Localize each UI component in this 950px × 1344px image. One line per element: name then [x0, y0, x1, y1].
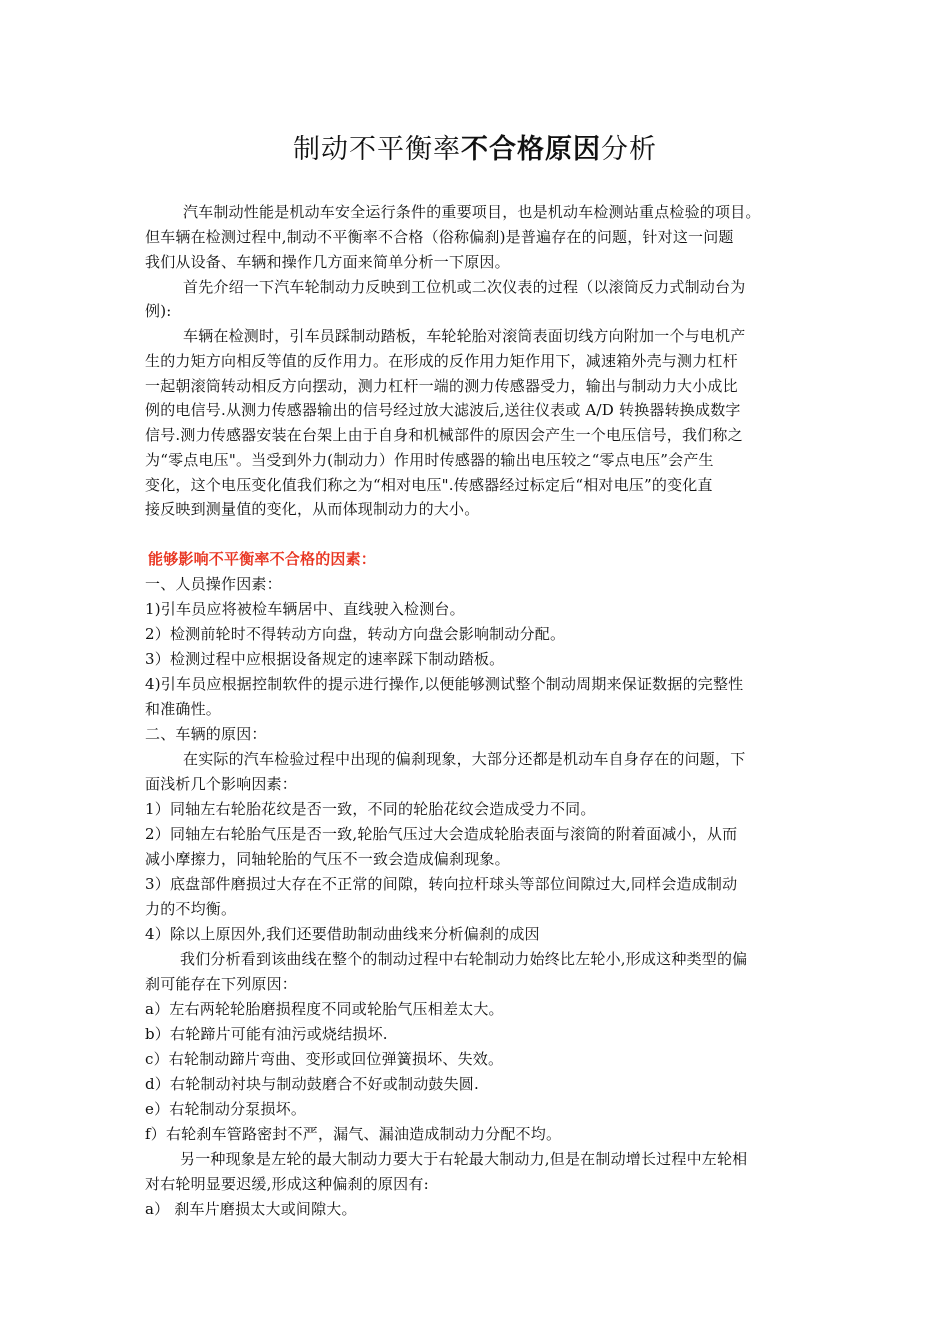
- paragraph-line: 面浅析几个影响因素：: [145, 775, 298, 793]
- paragraph-line: 生的力矩方向相反等值的反作用力。在形成的反作用力矩作用下，减速箱外壳与测力杠杆: [145, 352, 738, 370]
- list-item: 1)引车员应将被检车辆居中、直线驶入检测台。: [145, 600, 465, 618]
- paragraph-line: 首先介绍一下汽车轮制动力反映到工位机或二次仪表的过程（以滚筒反力式制动台为: [183, 278, 746, 296]
- subheading: 二、车辆的原因：: [145, 725, 267, 743]
- list-item: 1）同轴左右轮胎花纹是否一致，不同的轮胎花纹会造成受力不同。: [145, 800, 596, 818]
- list-item: b）右轮蹄片可能有油污或烧结损坏.: [145, 1025, 388, 1043]
- paragraph-line: 刹可能存在下列原因：: [145, 975, 298, 993]
- list-item: 4)引车员应根据控制软件的提示进行操作,以便能够测试整个制动周期来保证数据的完整性: [145, 675, 744, 693]
- title-part-1: 制动不平衡率: [293, 134, 461, 165]
- section-heading: 能够影响不平衡率不合格的因素：: [148, 550, 377, 568]
- list-item: a）左右两轮轮胎磨损程度不同或轮胎气压相差太大。: [145, 1000, 504, 1018]
- page-title: [0, 132, 950, 168]
- paragraph-line: 例):: [145, 302, 172, 320]
- paragraph-line: 但车辆在检测过程中,制动不平衡率不合格（俗称偏刹)是普遍存在的问题，针对这一问题: [145, 228, 734, 246]
- paragraph-line: 车辆在检测时，引车员踩制动踏板，车轮轮胎对滚筒表面切线方向附加一个与电机产: [183, 327, 746, 345]
- paragraph-line: 为“零点电压"。当受到外力(制动力）作用时传感器的输出电压较之“零点电压”会产生: [145, 451, 714, 469]
- list-item: 3）底盘部件磨损过大存在不正常的间隙，转向拉杆球头等部位间隙过大,同样会造成制动: [145, 875, 738, 893]
- list-item: 减小摩擦力，同轴轮胎的气压不一致会造成偏刹现象。: [145, 850, 510, 868]
- paragraph-line: 例的电信号.从测力传感器输出的信号经过放大滤波后,送往仪表或 A/D 转换器转换成数字: [145, 401, 741, 419]
- list-item: 2）检测前轮时不得转动方向盘，转动方向盘会影响制动分配。: [145, 625, 566, 643]
- paragraph-line: 另一种现象是左轮的最大制动力要大于右轮最大制动力,但是在制动增长过程中左轮相: [180, 1150, 748, 1168]
- list-item: 力的不均衡。: [145, 900, 237, 918]
- list-item: 4）除以上原因外,我们还要借助制动曲线来分析偏刹的成因: [145, 925, 540, 943]
- paragraph-line: 我们分析看到该曲线在整个的制动过程中右轮制动力始终比左轮小,形成这种类型的偏: [180, 950, 748, 968]
- paragraph-line: 汽车制动性能是机动车安全运行条件的重要项目，也是机动车检测站重点检验的项目。: [183, 203, 761, 221]
- list-item: f）右轮刹车管路密封不严，漏气、漏油造成制动力分配不均。: [145, 1125, 562, 1143]
- paragraph-line: 对右轮明显要迟缓,形成这种偏刹的原因有:: [145, 1175, 429, 1193]
- paragraph-line: 变化，这个电压变化值我们称之为“相对电压".传感器经过标定后“相对电压”的变化直: [145, 476, 713, 494]
- paragraph-line: 信号.测力传感器安装在台架上由于自身和机械部件的原因会产生一个电压信号，我们称之: [145, 426, 743, 444]
- list-item: 3）检测过程中应根据设备规定的速率踩下制动踏板。: [145, 650, 505, 668]
- list-item: c）右轮制动蹄片弯曲、变形或回位弹簧损坏、失效。: [145, 1050, 504, 1068]
- list-item: d）右轮制动衬块与制动鼓磨合不好或制动鼓失圆.: [145, 1075, 479, 1093]
- paragraph-line: 在实际的汽车检验过程中出现的偏刹现象，大部分还都是机动车自身存在的问题，下: [183, 750, 746, 768]
- paragraph-line: 我们从设备、车辆和操作几方面来简单分析一下原因。: [145, 253, 510, 271]
- paragraph-line: 一起朝滚筒转动相反方向摆动，测力杠杆一端的测力传感器受力，输出与制动力大小成比: [145, 377, 738, 395]
- subheading: 一、人员操作因素：: [145, 575, 282, 593]
- list-item: 2）同轴左右轮胎气压是否一致,轮胎气压过大会造成轮胎表面与滚筒的附着面减小，从而: [145, 825, 738, 843]
- title-part-bold: 不合格原因: [461, 134, 601, 165]
- list-item: 和准确性。: [145, 700, 222, 718]
- list-item: e）右轮制动分泵损坏。: [145, 1100, 307, 1118]
- title-part-3: 分析: [601, 134, 657, 165]
- list-item: a） 刹车片磨损太大或间隙大。: [145, 1200, 357, 1218]
- paragraph-line: 接反映到测量值的变化，从而体现制动力的大小。: [145, 500, 480, 518]
